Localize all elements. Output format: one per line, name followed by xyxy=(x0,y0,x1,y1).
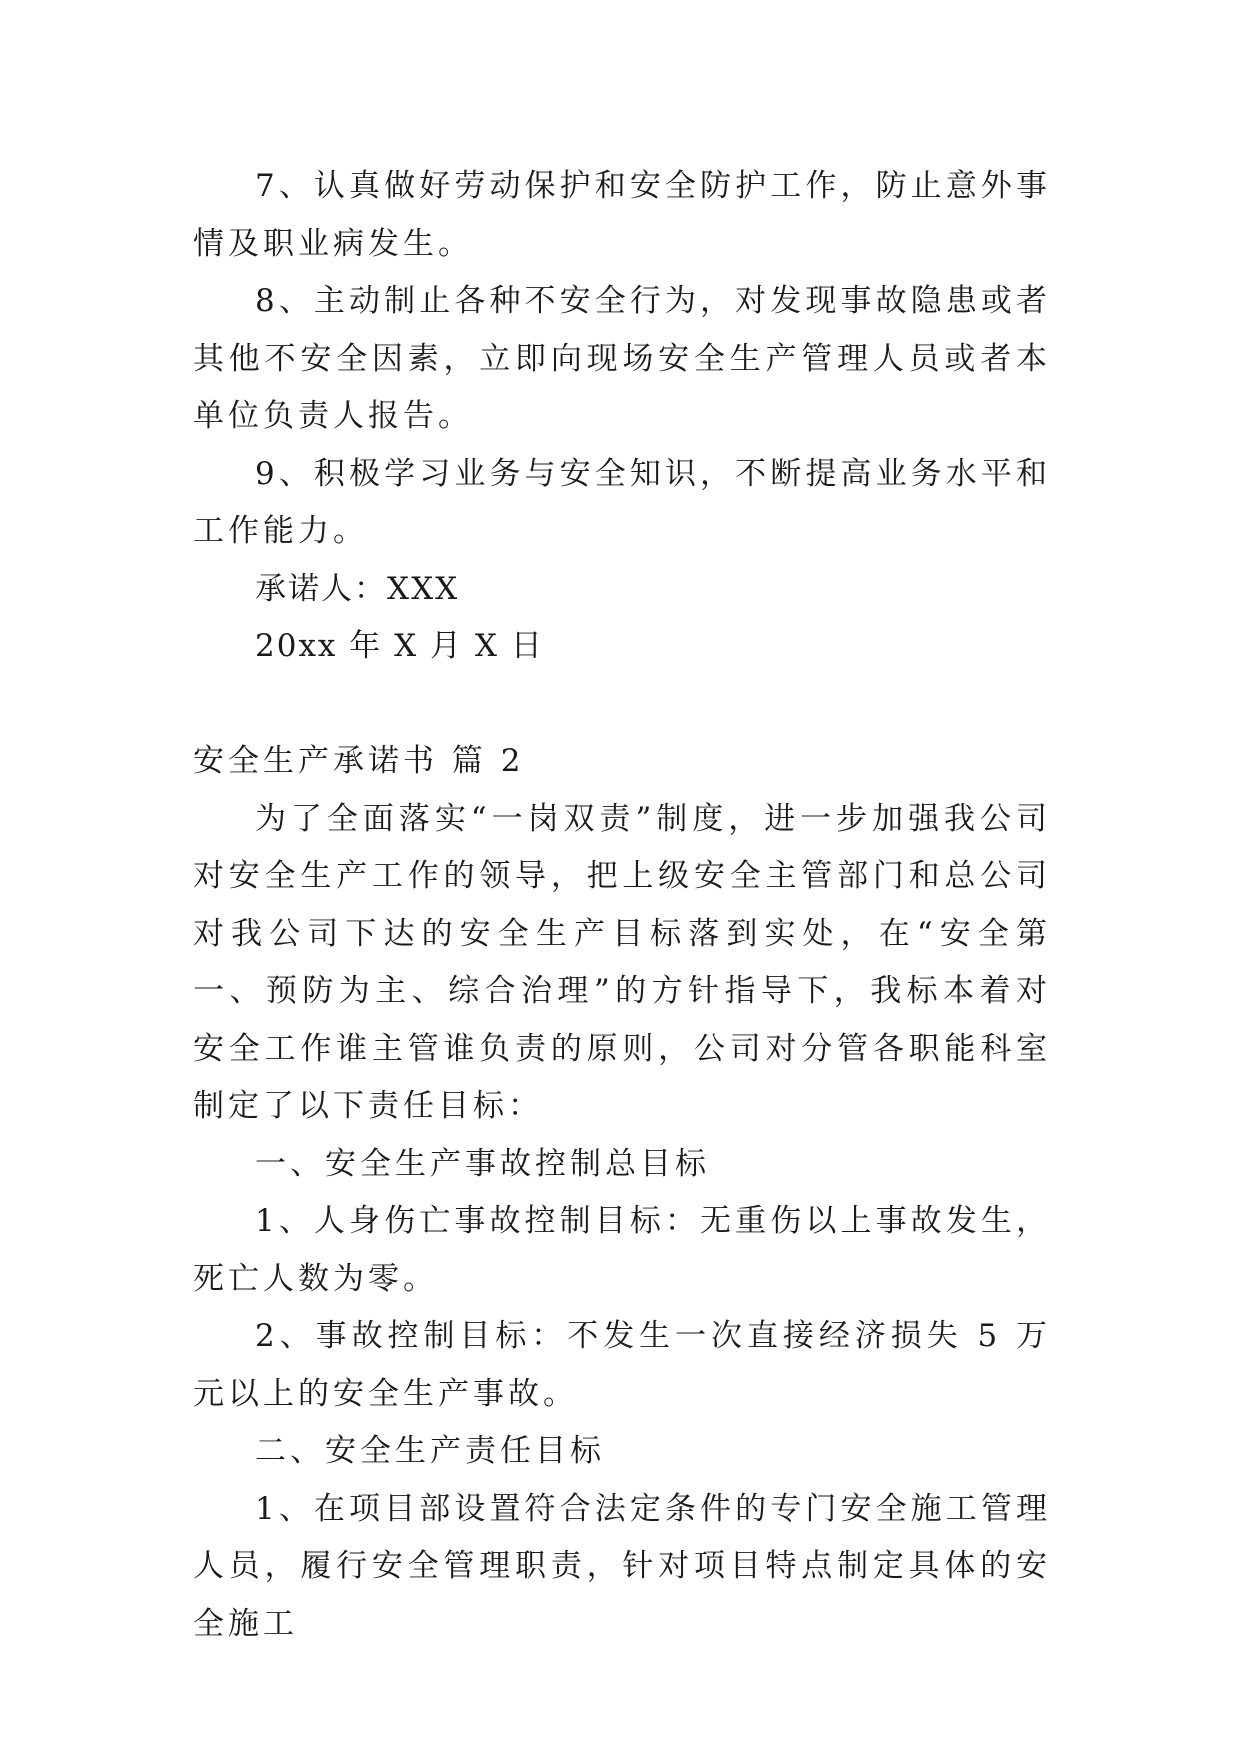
paragraph-item-7: 7、认真做好劳动保护和安全防护工作，防止意外事情及职业病发生。 xyxy=(193,168,1051,262)
date-line: 20xx 年 X 月 X 日 xyxy=(255,628,544,664)
section-title: 安全生产承诺书 篇 2 xyxy=(193,743,525,779)
target-item-2: 2、事故控制目标：不发生一次直接经济损失 5 万元以上的安全生产事故。 xyxy=(193,1318,1051,1412)
paragraph-item-9: 9、积极学习业务与安全知识，不断提高业务水平和工作能力。 xyxy=(193,455,1051,549)
intro-paragraph: 为了全面落实“一岗双责”制度，进一步加强我公司对安全生产工作的领导，把上级安全主管部门和总公司对我公司下达的安全生产目标落到实处，在“安全第一、预防为主、综合治理”的方针指导下，我标本着对安全工作谁主管谁负责的原则，公司对分管各职能科室制定了以下责任目标： xyxy=(193,800,1051,1124)
section-heading-one: 一、安全生产事故控制总目标 xyxy=(255,1145,710,1182)
responsibility-item-1: 1、在项目部设置符合法定条件的专门安全施工管理人员，履行安全管理职责，针对项目特点制定具体的安全施工 xyxy=(193,1490,1051,1642)
signature-line: 承诺人：XXX xyxy=(255,570,460,607)
target-item-1: 1、人身伤亡事故控制目标：无重伤以上事故发生，死亡人数为零。 xyxy=(193,1203,1051,1297)
section-spacer xyxy=(193,676,1051,734)
paragraph-item-8: 8、主动制止各种不安全行为，对发现事故隐患或者其他不安全因素，立即向现场安全生产管理人员或者本单位负责人报告。 xyxy=(193,283,1051,434)
document-body xyxy=(193,158,1051,1653)
section-heading-two: 二、安全生产责任目标 xyxy=(255,1433,605,1469)
